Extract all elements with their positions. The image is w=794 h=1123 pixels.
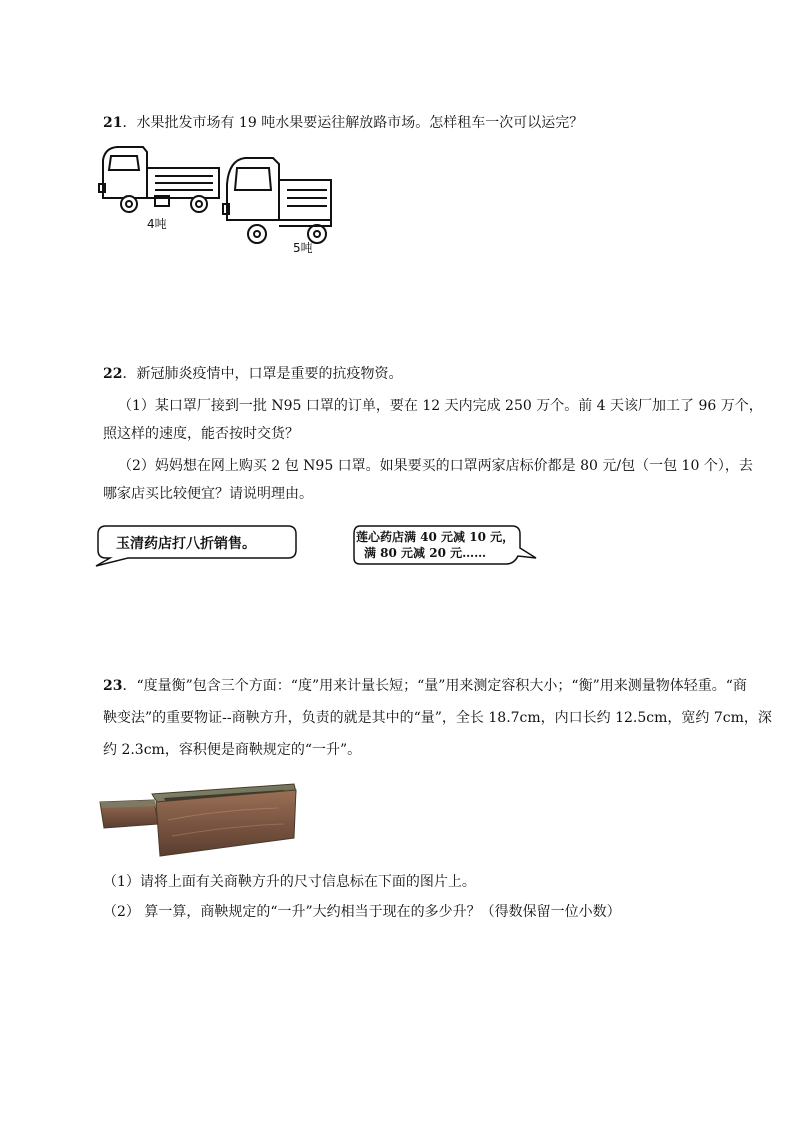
small-truck [99, 147, 219, 212]
q22-part2-line1: （2）妈妈想在网上购买 2 包 N95 口罩。如果要买的口罩两家店标价都是 80 元/包（一包 10 个），去 [118, 458, 753, 474]
question-text-line1: ．“度量衡”包含三个方面：“度”用来计量长短；“量”用来测定容积大小；“衡”用来测量物体轻重。“商 [122, 678, 747, 694]
q23-part1: （1）请将上面有关商鞅方升的尺寸信息标在下面的图片上。 [103, 874, 476, 890]
question-23 [103, 676, 753, 696]
question-22 [103, 364, 753, 384]
question-text: ．水果批发市场有 19 吨水果要运往解放路市场。怎样租车一次可以运完？ [122, 115, 584, 131]
q22-part2-line2: 哪家店买比较便宜？请说明理由。 [103, 486, 313, 502]
question-21 [103, 113, 743, 133]
q23-text-line2: 鞅变法”的重要物证--商鞅方升，负责的就是其中的“量”，全长 18.7cm，内口长约 12.5cm，宽约 7cm，深 [103, 710, 772, 726]
speech-bubble-left-svg [92, 522, 302, 570]
speech-bubble-left [92, 522, 302, 574]
question-number: 23 [103, 678, 123, 694]
trucks-illustration [95, 140, 335, 264]
shang-yang-measure-photo [98, 780, 298, 864]
bubble-right-line2: 满 80 元减 20 元…… [364, 546, 487, 560]
question-number: 22 [103, 366, 123, 382]
bubble-right-line1: 莲心药店满 40 元减 10 元， [356, 530, 515, 544]
shang-yang-measure-svg [98, 780, 298, 860]
small-truck-label: 4吨 [147, 217, 167, 231]
large-truck [223, 158, 331, 243]
large-truck-label: 5吨 [293, 241, 313, 255]
bubble-left-text: 玉清药店打八折销售。 [116, 536, 256, 552]
q23-text-line3: 约 2.3cm，容积便是商鞅规定的“一升”。 [103, 742, 362, 758]
question-number: 21 [103, 115, 123, 131]
q22-part1-line1: （1）某口罩厂接到一批 N95 口罩的订单，要在 12 天内完成 250 万个。前 4 天该厂加工了 96 万个， [118, 398, 763, 414]
question-text: ．新冠肺炎疫情中，口罩是重要的抗疫物资。 [122, 366, 403, 382]
speech-bubble-right [350, 522, 540, 574]
q22-part1-line2: 照这样的速度，能否按时交货？ [103, 426, 299, 442]
measure-box [156, 790, 296, 856]
q23-part2: （2） 算一算，商鞅规定的“一升”大约相当于现在的多少升？（得数保留一位小数） [103, 904, 621, 920]
speech-bubble-right-svg [350, 522, 540, 570]
trucks-svg [95, 140, 335, 260]
